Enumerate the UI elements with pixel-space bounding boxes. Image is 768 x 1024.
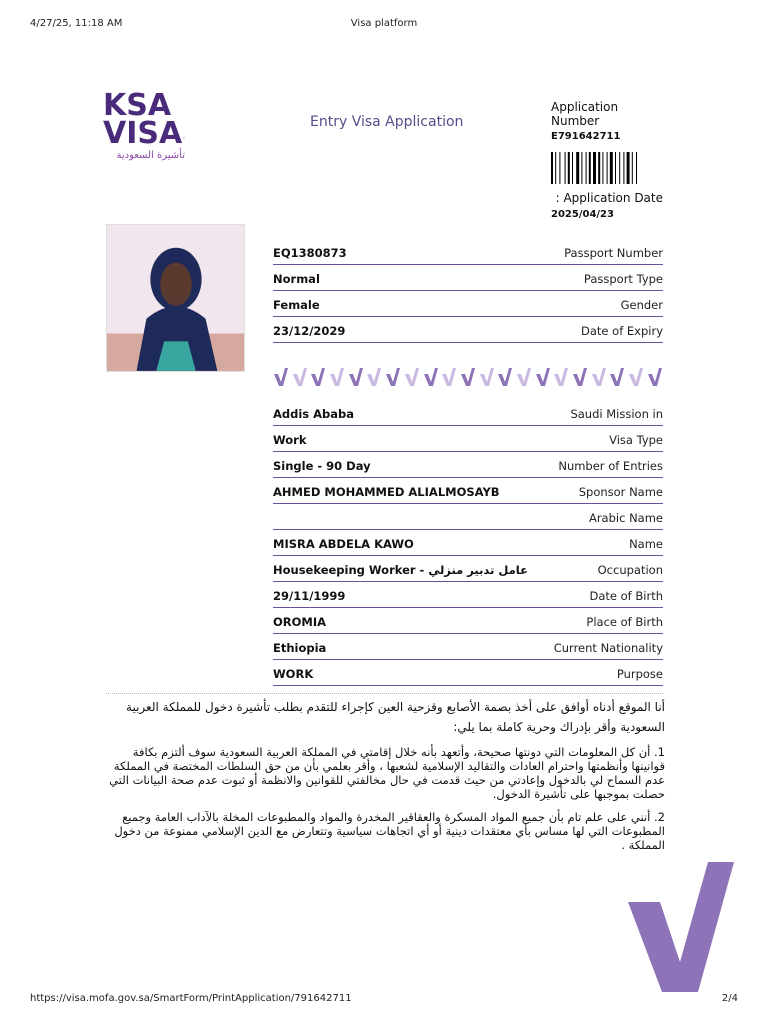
field-value: Housekeeping Worker - عامل تدبير منزلي xyxy=(273,563,528,577)
check-mark-icon xyxy=(441,367,457,387)
check-mark-icon xyxy=(628,367,644,387)
barcode-bar xyxy=(581,152,582,184)
field-value: MISRA ABDELA KAWO xyxy=(273,537,414,551)
barcode-bar xyxy=(593,152,596,184)
check-mark-icon xyxy=(348,367,364,387)
barcode-bar xyxy=(572,152,573,184)
declaration-item-number: 2. xyxy=(654,810,665,824)
barcode xyxy=(551,152,663,184)
field-row xyxy=(273,426,663,452)
declaration-item-2 xyxy=(108,810,665,852)
field-value: Ethiopia xyxy=(273,641,327,655)
passport-details xyxy=(273,239,663,343)
barcode-bar xyxy=(615,152,616,184)
field-label: Gender xyxy=(620,298,663,312)
field-label: Name xyxy=(629,537,663,551)
logo-line-visa-text: VISA xyxy=(103,116,183,151)
field-row xyxy=(273,291,663,317)
page-title: Entry Visa Application xyxy=(310,114,464,130)
field-value: OROMIA xyxy=(273,615,327,629)
check-mark-icon xyxy=(516,367,532,387)
declaration-item-text: أن كل المعلومات التي دونتها صحيحة، وأتعهد بأنه خلال إقامتي في المملكة العربية السعودية سوف ألتزم بكافة قوانينها وأنظمتها واحترام العادات والتقاليد الإسلامية لشعبها ، وأقر بعلمي بأن من حق السلطات المختصة في المملكة عدم السماح لي بالدخول وإعادتي من حيث قدمت في حال مخالفتي للقوانين والانظمة أو ثبوت عدم صحة البيانات التي حصلت بموجبها على تأشيرة الدخول. xyxy=(109,745,665,801)
check-mark-icon xyxy=(273,367,289,387)
field-row xyxy=(273,556,663,582)
barcode-bar xyxy=(602,152,603,184)
field-value: Single - 90 Day xyxy=(273,459,371,473)
field-value: 23/12/2029 xyxy=(273,324,346,338)
check-mark-icon xyxy=(591,367,607,387)
declaration-item-text: أنني على علم تام بأن جميع المواد المسكرة والعقاقير المخدرة والمواد والمطبوعات المخلة بالآداب العامة وجميع المطبوعات التي لها مساس بأي معتقدات دينية أو أي اتجاهات سياسية وتتعارض مع الدين الإسلامي ممنوعة من دخول المملكة . xyxy=(114,810,665,852)
print-page-number: 2/4 xyxy=(721,993,738,1004)
field-value: Normal xyxy=(273,272,320,286)
field-row xyxy=(273,317,663,343)
print-url: https://visa.mofa.gov.sa/SmartForm/PrintApplication/791642711 xyxy=(30,993,352,1004)
field-label: Place of Birth xyxy=(586,615,663,629)
field-row xyxy=(273,608,663,634)
barcode-bar xyxy=(551,152,553,184)
check-mark-icon xyxy=(553,367,569,387)
field-label: Arabic Name xyxy=(588,511,663,525)
check-mark-icon xyxy=(329,367,345,387)
field-label: Saudi Mission in xyxy=(570,407,663,421)
barcode-bar xyxy=(619,152,620,184)
field-label: Date of Expiry xyxy=(581,324,663,338)
check-mark-icon xyxy=(497,367,513,387)
check-mark-icon xyxy=(572,367,588,387)
field-label: Current Nationality xyxy=(553,641,663,655)
barcode-bar xyxy=(607,152,608,184)
field-label: Number of Entries xyxy=(558,459,663,473)
barcode-bar xyxy=(627,152,630,184)
check-mark-icon xyxy=(479,367,495,387)
barcode-bar xyxy=(636,152,637,184)
field-value: Work xyxy=(273,433,307,447)
field-row xyxy=(273,478,663,504)
barcode-bar xyxy=(632,152,633,184)
decorative-check-row xyxy=(273,367,663,389)
application-date: 2025/04/23 xyxy=(551,209,614,220)
ksa-visa-logo xyxy=(103,88,185,161)
field-row xyxy=(273,634,663,660)
print-page-title: Visa platform xyxy=(350,18,418,29)
check-mark-icon xyxy=(404,367,420,387)
barcode-bar xyxy=(598,152,600,184)
check-mark-icon xyxy=(366,367,382,387)
application-number-label: Application Number xyxy=(551,100,619,128)
field-row xyxy=(273,582,663,608)
field-row xyxy=(273,452,663,478)
field-row xyxy=(273,660,663,686)
field-row xyxy=(273,530,663,556)
barcode-bar xyxy=(589,152,591,184)
declaration-item-1 xyxy=(108,745,665,801)
application-number: E791642711 xyxy=(551,131,621,142)
field-label: Date of Birth xyxy=(589,589,663,603)
field-row xyxy=(273,400,663,426)
applicant-photo xyxy=(106,224,245,372)
logo-line-ksa: KSA xyxy=(103,88,172,123)
field-label: Purpose xyxy=(616,667,663,681)
field-row xyxy=(273,239,663,265)
field-value: Addis Ababa xyxy=(273,407,355,421)
field-value: EQ1380873 xyxy=(273,246,347,260)
field-value: AHMED MOHAMMED ALIALMOSAYB xyxy=(273,485,500,499)
declaration-intro: أنا الموقع أدناه أوافق على أخذ بصمة الأصابع وقزحية العين كإجراء للتقدم بطلب تأشيرة دخول للمملكة العربية السعودية وأقر بإدراك وحرية كاملة بما يلي: xyxy=(126,700,665,734)
field-row xyxy=(273,504,663,530)
check-mark-icon xyxy=(609,367,625,387)
field-label: Passport Number xyxy=(564,246,663,260)
barcode-bar xyxy=(559,152,560,184)
print-datetime: 4/27/25, 11:18 AM xyxy=(30,18,123,29)
barcode-bar xyxy=(586,152,587,184)
barcode-bar xyxy=(623,152,624,184)
field-label: Passport Type xyxy=(583,272,663,286)
barcode-bar xyxy=(568,152,570,184)
field-label: Occupation xyxy=(597,563,663,577)
barcode-bar xyxy=(565,152,566,184)
field-row xyxy=(273,265,663,291)
field-label: Visa Type xyxy=(609,433,663,447)
decorative-visa-check-icon xyxy=(628,862,734,992)
logo-check-icon xyxy=(183,128,185,148)
check-mark-icon xyxy=(535,367,551,387)
check-mark-icon xyxy=(460,367,476,387)
logo-arabic-text: تأشيرة السعودية xyxy=(116,150,185,161)
check-mark-icon xyxy=(647,367,663,387)
field-value: Female xyxy=(273,298,320,312)
check-mark-icon xyxy=(423,367,439,387)
section-divider xyxy=(106,693,663,694)
barcode-bar xyxy=(555,152,556,184)
field-label: Sponsor Name xyxy=(578,485,663,499)
logo-line-visa xyxy=(103,116,185,151)
application-date-label: : Application Date xyxy=(555,191,663,205)
declaration-item-number: 1. xyxy=(654,745,665,759)
visa-details xyxy=(273,400,663,686)
field-value: 29/11/1999 xyxy=(273,589,346,603)
check-mark-icon xyxy=(292,367,308,387)
barcode-bar xyxy=(576,152,579,184)
field-value: WORK xyxy=(273,667,314,681)
check-mark-icon xyxy=(385,367,401,387)
barcode-bar xyxy=(610,152,613,184)
check-mark-icon xyxy=(310,367,326,387)
